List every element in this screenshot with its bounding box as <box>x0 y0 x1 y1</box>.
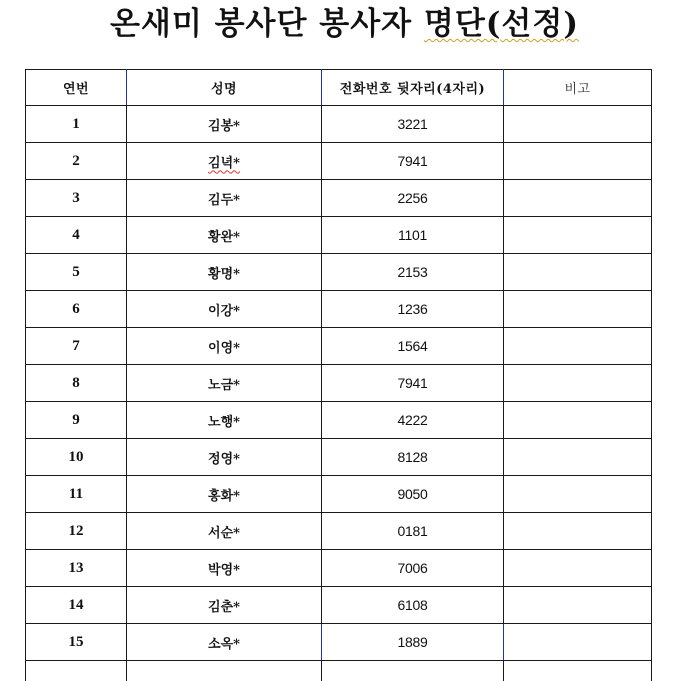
cell-name: 김두* <box>127 180 322 217</box>
cell-index: 15 <box>26 624 127 661</box>
cell-phone: 1564 <box>322 328 504 365</box>
cell-name: 김춘* <box>127 587 322 624</box>
cell-empty <box>127 661 322 681</box>
table-row <box>26 217 652 254</box>
cell-index: 12 <box>26 513 127 550</box>
cell-phone: 2153 <box>322 254 504 291</box>
table-row <box>26 513 652 550</box>
cell-memo <box>504 106 652 143</box>
cell-phone: 9050 <box>322 476 504 513</box>
cell-phone: 4222 <box>322 402 504 439</box>
cell-memo <box>504 550 652 587</box>
cell-name: 정영* <box>127 439 322 476</box>
cell-phone: 0181 <box>322 513 504 550</box>
table-row <box>26 180 652 217</box>
cell-index: 8 <box>26 365 127 402</box>
table-row <box>26 365 652 402</box>
cell-phone: 2256 <box>322 180 504 217</box>
cell-index: 13 <box>26 550 127 587</box>
cell-phone: 8128 <box>322 439 504 476</box>
cell-name <box>127 143 322 180</box>
header-memo: 비고 <box>504 70 652 106</box>
cell-index: 5 <box>26 254 127 291</box>
title-text: 온새미 봉사단 봉사자 <box>110 6 424 42</box>
cell-name: 김봉* <box>127 106 322 143</box>
cell-phone: 1236 <box>322 291 504 328</box>
cell-phone: 7941 <box>322 365 504 402</box>
header-index: 연번 <box>26 70 127 106</box>
cell-memo <box>504 624 652 661</box>
cell-name: 황완* <box>127 217 322 254</box>
cell-memo <box>504 587 652 624</box>
table-row <box>26 291 652 328</box>
cell-empty <box>322 661 504 681</box>
table-row <box>26 143 652 180</box>
header-name: 성명 <box>127 70 322 106</box>
cell-index: 9 <box>26 402 127 439</box>
table-row <box>26 624 652 661</box>
cell-memo <box>504 217 652 254</box>
table-row <box>26 476 652 513</box>
cell-name: 이강* <box>127 291 322 328</box>
title-text-underlined: 명단(선정) <box>424 6 579 42</box>
cell-memo <box>504 439 652 476</box>
table-header-row <box>26 70 652 106</box>
cell-memo <box>504 143 652 180</box>
cell-name: 황명* <box>127 254 322 291</box>
table-row <box>26 550 652 587</box>
cell-name: 노금* <box>127 365 322 402</box>
cell-memo <box>504 513 652 550</box>
cell-name: 이영* <box>127 328 322 365</box>
cell-phone: 7006 <box>322 550 504 587</box>
cell-memo <box>504 476 652 513</box>
cell-memo <box>504 365 652 402</box>
cell-index: 6 <box>26 291 127 328</box>
table-row <box>26 254 652 291</box>
cell-phone: 6108 <box>322 587 504 624</box>
cell-index: 7 <box>26 328 127 365</box>
cell-memo <box>504 291 652 328</box>
cell-index: 2 <box>26 143 127 180</box>
table-row <box>26 402 652 439</box>
volunteer-table <box>25 69 652 681</box>
cell-empty <box>504 661 652 681</box>
cell-name: 홍화* <box>127 476 322 513</box>
cell-memo <box>504 180 652 217</box>
cell-index: 1 <box>26 106 127 143</box>
cell-index: 11 <box>26 476 127 513</box>
cell-index: 14 <box>26 587 127 624</box>
cell-phone: 7941 <box>322 143 504 180</box>
cell-index: 3 <box>26 180 127 217</box>
cell-name: 소옥* <box>127 624 322 661</box>
cell-memo <box>504 254 652 291</box>
cell-memo <box>504 402 652 439</box>
cell-name: 서순* <box>127 513 322 550</box>
table-row <box>26 106 652 143</box>
page-title <box>0 2 689 46</box>
cell-index: 4 <box>26 217 127 254</box>
cell-phone: 1101 <box>322 217 504 254</box>
cell-phone: 3221 <box>322 106 504 143</box>
table-row <box>26 439 652 476</box>
header-phone: 전화번호 뒷자리(4자리) <box>322 70 504 106</box>
cell-index: 10 <box>26 439 127 476</box>
cell-empty <box>26 661 127 681</box>
cell-memo <box>504 328 652 365</box>
table-row-partial <box>26 661 652 681</box>
table-row <box>26 587 652 624</box>
cell-phone: 1889 <box>322 624 504 661</box>
table-row <box>26 328 652 365</box>
cell-name: 박영* <box>127 550 322 587</box>
cell-name-text: 김녁* <box>208 156 240 171</box>
cell-name: 노행* <box>127 402 322 439</box>
